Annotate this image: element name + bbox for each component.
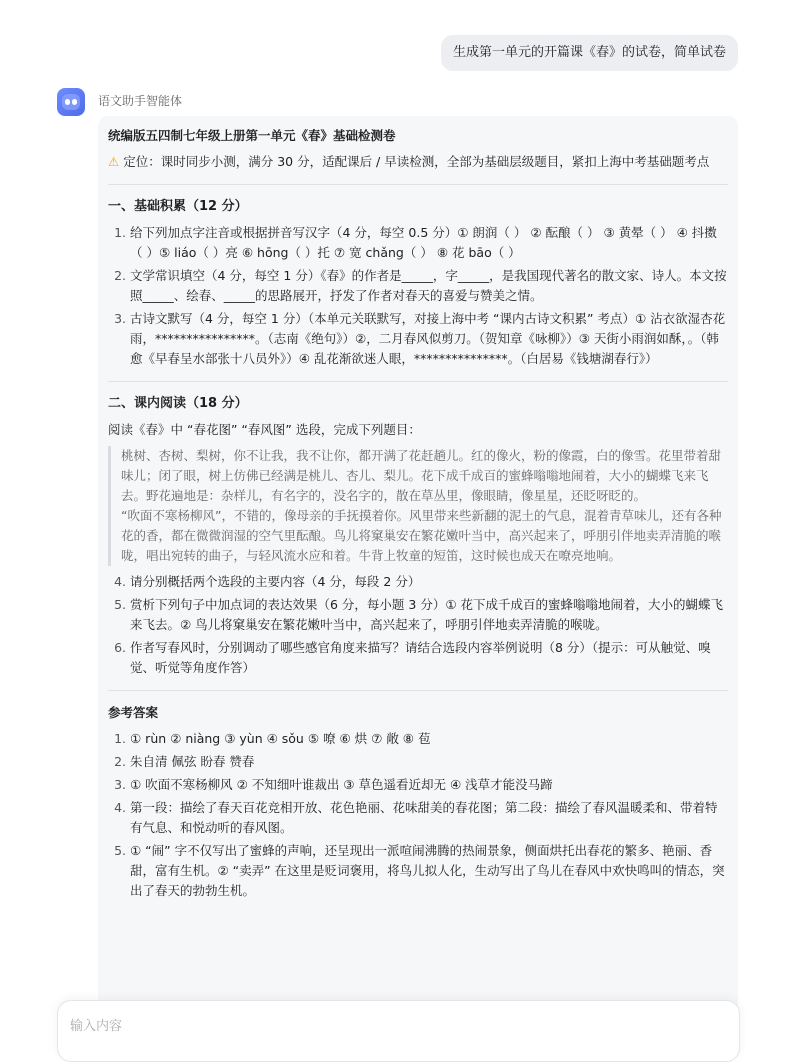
avatar-eye-left: [65, 99, 70, 105]
answers-list: [108, 729, 728, 901]
question-item: 3. 古诗文默写（4 分，每空 1 分）（本单元关联默写，对接上海中考 “课内古诗文积累” 考点）① 沾衣欲湿杏花雨，****************。（志南《绝句》）②，二月春风似剪刀。（贺知章《咏柳》）③ 天街小雨润如酥，。（韩愈《早春呈水部张十八员外》）④ 乱花渐欲迷人眼，***************。（白居易《钱塘湖春行》）: [130, 309, 728, 369]
paper-title: 统编版五四制七年级上册第一单元《春》基础检测卷: [108, 128, 396, 143]
paper-note-text: 定位：课时同步小测，满分 30 分，适配课后 / 早读检测，全部为基础层级题目，紧扣上海中考基础题考点: [123, 154, 710, 169]
section2-intro: 阅读《春》中 “春花图” “春风图” 选段，完成下列题目：: [108, 422, 421, 437]
section2-question-list: [108, 572, 728, 678]
answer-item: 3. ① 吹面不寒杨柳风 ② 不知细叶谁裁出 ③ 草色遥看近却无 ④ 浅草才能没马蹄: [130, 775, 728, 795]
section1-question-list: [108, 223, 728, 369]
answer-item: 1. ① rùn ② niàng ③ yùn ④ sǒu ⑤ 嘹 ⑥ 烘 ⑦ 敞 ⑧ 苞: [130, 729, 728, 749]
section1-heading: 一、基础积累（12 分）: [108, 199, 248, 214]
question-item: 4. 请分别概括两个选段的主要内容（4 分，每段 2 分）: [130, 572, 728, 592]
reading-passage: [108, 446, 728, 566]
assistant-name: 语文助手智能体: [98, 94, 183, 108]
avatar-eye-right: [72, 99, 77, 105]
answer-item: 4. 第一段：描绘了春天百花竞相开放、花色艳丽、花味甜美的春花图；第二段：描绘了春风温暖柔和、带着特有气息、和悦动听的春风图。: [130, 798, 728, 838]
assistant-response-card: [98, 116, 738, 1016]
paper-note: [108, 152, 728, 172]
question-item: 5. 赏析下列句子中加点词的表达效果（6 分，每小题 3 分）① 花下成千成百的蜜蜂嗡嗡地闹着，大小的蝴蝶飞来飞去。② 鸟儿将窠巢安在繁花嫩叶当中，高兴起来了，呼朋引伴地卖弄清脆的喉咙。: [130, 595, 728, 635]
passage-paragraph: 桃树、杏树、梨树，你不让我，我不让你，都开满了花赶趟儿。红的像火，粉的像霞，白的像雪。花里带着甜味儿；闭了眼，树上仿佛已经满是桃儿、杏儿、梨儿。花下成千成百的蜜蜂嗡嗡地闹着，大小的蝴蝶飞来飞去。野花遍地是：杂样儿，有名字的，没名字的，散在草丛里，像眼睛，像星星，还眨呀眨的。: [121, 448, 722, 503]
chat-input-box[interactable]: [57, 1000, 740, 1062]
chat-input-placeholder[interactable]: 输入内容: [70, 1019, 123, 1034]
answer-item: 5. ① “闹” 字不仅写出了蜜蜂的声响，还呈现出一派喧闹沸腾的热闹景象，侧面烘托出春花的繁多、艳丽、香甜，富有生机。② “卖弄” 在这里是贬词褒用，将鸟儿拟人化，生动写出了鸟儿在春风中欢快鸣叫的情态，突出了春天的勃勃生机。: [130, 841, 728, 901]
answer-item: 2. 朱自清 佩弦 盼春 赞春: [130, 752, 728, 772]
answers-heading: 参考答案: [108, 705, 159, 720]
question-item: 2. 文学常识填空（4 分，每空 1 分）《春》的作者是_____，字_____，是我国现代著名的散文家、诗人。本文按照_____、绘春、_____的思路展开，抒发了作者对春天的喜爱与赞美之情。: [130, 266, 728, 306]
warning-icon: ⚠: [108, 154, 120, 169]
divider: [108, 381, 728, 382]
user-message-bubble: 生成第一单元的开篇课《春》的试卷，简单试卷: [441, 35, 738, 71]
divider: [108, 184, 728, 185]
passage-paragraph: “吹面不寒杨柳风”，不错的，像母亲的手抚摸着你。风里带来些新翻的泥土的气息，混着青草味儿，还有各种花的香，都在微微润湿的空气里酝酿。鸟儿将窠巢安在繁花嫩叶当中，高兴起来了，呼朋引伴地卖弄清脆的喉咙，唱出宛转的曲子，与轻风流水应和着。牛背上牧童的短笛，这时候也成天在嘹亮地响。: [121, 508, 722, 563]
divider: [108, 690, 728, 691]
assistant-avatar: [57, 88, 85, 116]
question-item: 6. 作者写春风时，分别调动了哪些感官角度来描写？请结合选段内容举例说明（8 分）（提示：可从触觉、嗅觉、听觉等角度作答）: [130, 638, 728, 678]
section2-heading: 二、课内阅读（18 分）: [108, 396, 248, 411]
question-item: 1. 给下列加点字注音或根据拼音写汉字（4 分，每空 0.5 分）① 朗润（ ） ② 酝酿（ ） ③ 黄晕（ ） ④ 抖擞（ ）⑤ liáo（ ）亮 ⑥ hōng（ ）托 ⑦ 宽 chǎng（ ） ⑧ 花 bāo（ ）: [130, 223, 728, 263]
